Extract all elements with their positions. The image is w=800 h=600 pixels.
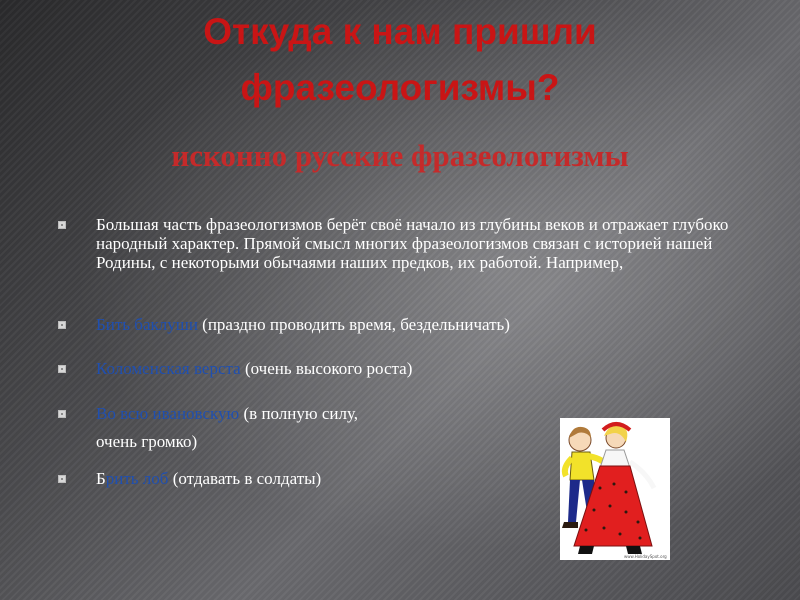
list-item-intro <box>58 215 758 272</box>
slide-subtitle: исконно русские фразеологизмы <box>171 138 629 173</box>
bullet-icon <box>58 475 66 483</box>
intro-text: Большая часть фразеологизмов берёт своё начало из глубины веков и отражает глубоко народный характер. Прямой смысл многих фразеологизмов связан с историей нашей Родины, с некоторыми обычаями наших предков, их работой. Например, <box>96 215 729 272</box>
phrase-first-letter: Б <box>96 469 106 488</box>
slide-title: Откуда к нам пришли фразеологизмы? <box>203 11 597 108</box>
dancing-couple-illustration <box>560 418 670 560</box>
picture-caption: www.HolidaySpot.org <box>624 554 667 559</box>
bullet-list <box>58 215 758 488</box>
meaning-continuation: очень громко) <box>96 432 198 451</box>
list-item <box>58 404 358 452</box>
list-item <box>58 359 412 379</box>
bullet-icon <box>58 365 66 373</box>
list-item <box>58 315 510 335</box>
phrase-text: рить лоб <box>105 469 169 488</box>
bullet-icon <box>58 321 66 329</box>
phrase-text: Бить баклуши <box>96 315 198 334</box>
phrase-text: Коломенская верста <box>96 359 241 378</box>
meaning-text: (отдавать в солдаты) <box>168 469 322 488</box>
meaning-text: (очень высокого роста) <box>240 359 413 378</box>
list-item <box>58 469 321 489</box>
bullet-icon <box>58 221 66 229</box>
meaning-text: (праздно проводить время, бездельничать) <box>197 315 510 334</box>
bullet-icon <box>58 410 66 418</box>
dancing-couple-image <box>560 418 670 560</box>
meaning-text: (в полную силу, <box>239 404 359 423</box>
phrase-text: Во всю ивановскую <box>96 404 240 423</box>
